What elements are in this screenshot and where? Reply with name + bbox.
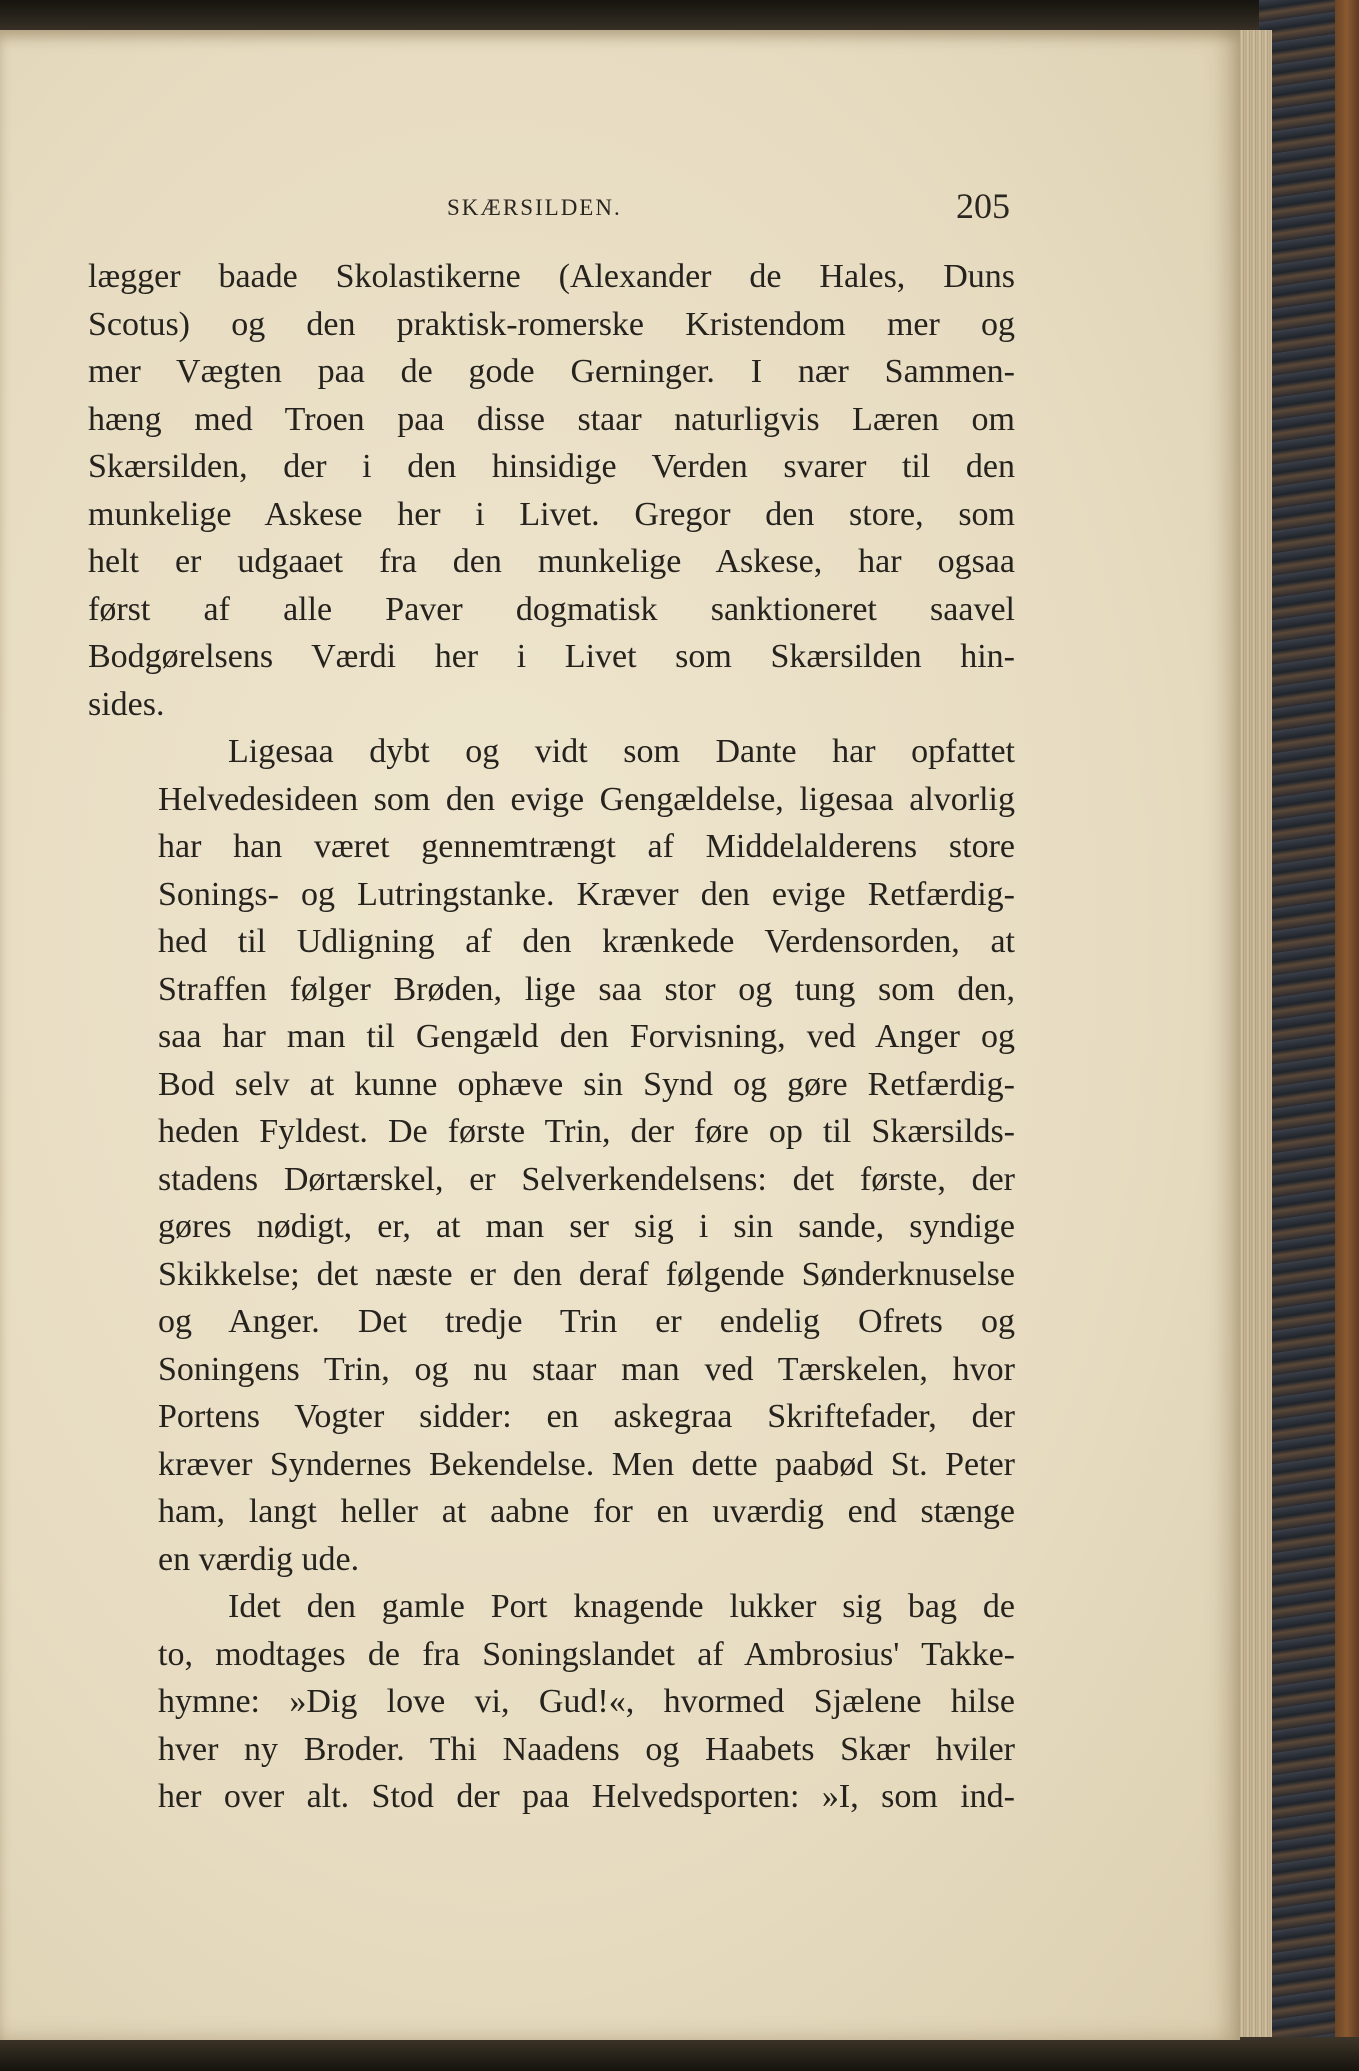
book-spine-edge bbox=[1335, 0, 1359, 2071]
text-line: hed til Udligning af den krænkede Verdensorden, at bbox=[158, 923, 1015, 960]
text-line: en værdig ude. bbox=[158, 1540, 360, 1578]
text-line: ham, langt heller at aabne for en uværdig end stænge bbox=[158, 1493, 1015, 1530]
text-line: og Anger. Det tredje Trin er endelig Ofrets og bbox=[158, 1303, 1015, 1340]
text-line: saa har man til Gengæld den Forvisning, ved Anger og bbox=[158, 1018, 1015, 1055]
text-line: stadens Dørtærskel, er Selverkendelsens: det første, der bbox=[158, 1160, 1015, 1198]
text-line: munkelige Askese her i Livet. Gregor den store, som bbox=[88, 495, 1015, 533]
paragraph bbox=[88, 253, 1015, 728]
page-number: 205 bbox=[956, 186, 1010, 226]
text-line: mer Vægten paa de gode Gerninger. I nær Sammen- bbox=[88, 353, 1015, 390]
text-line: Idet den gamle Port knagende lukker sig bag de bbox=[228, 1588, 1015, 1625]
text-line: heden Fyldest. De første Trin, der føre op til Skærsilds- bbox=[158, 1113, 1015, 1150]
text-line: Portens Vogter sidder: en askegraa Skriftefader, der bbox=[158, 1398, 1015, 1435]
text-line: har han været gennemtrængt af Middelalderens store bbox=[158, 828, 1015, 865]
running-head: SKÆRSILDEN. bbox=[447, 195, 622, 220]
text-line: sides. bbox=[88, 685, 165, 723]
text-line: lægger baade Skolastikerne (Alexander de Hales, Duns bbox=[88, 258, 1015, 295]
text-line: hver ny Broder. Thi Naadens og Haabets Skær hviler bbox=[158, 1730, 1015, 1768]
text-line: Bod selv at kunne ophæve sin Synd og gøre Retfærdig- bbox=[158, 1065, 1015, 1103]
text-line: Sonings- og Lutringstanke. Kræver den evige Retfærdig- bbox=[158, 875, 1015, 913]
page-header bbox=[0, 185, 1015, 235]
text-line: kræver Syndernes Bekendelse. Men dette paabød St. Peter bbox=[158, 1445, 1015, 1483]
text-line: Scotus) og den praktisk-romerske Kristendom mer og bbox=[88, 305, 1015, 343]
text-line: Skikkelse; det næste er den deraf følgende Sønderknuselse bbox=[158, 1255, 1015, 1293]
text-line: her over alt. Stod der paa Helvedsporten: »I, som ind- bbox=[158, 1778, 1015, 1815]
text-line: hæng med Troen paa disse staar naturligvis Læren om bbox=[88, 400, 1015, 438]
scan-top-edge bbox=[0, 0, 1359, 34]
text-line: Straffen følger Brøden, lige saa stor og tung som den, bbox=[158, 970, 1015, 1008]
text-line: Bodgørelsens Værdi her i Livet som Skærsilden hin- bbox=[88, 638, 1015, 675]
text-line: først af alle Paver dogmatisk sanktioneret saavel bbox=[88, 590, 1015, 628]
paragraph bbox=[88, 1583, 1015, 1821]
text-line: hymne: »Dig love vi, Gud!«, hvormed Sjælene hilse bbox=[158, 1683, 1015, 1720]
text-line: Skærsilden, der i den hinsidige Verden svarer til den bbox=[88, 448, 1015, 485]
body-text bbox=[88, 253, 1015, 1821]
text-line: Ligesaa dybt og vidt som Dante har opfattet bbox=[228, 733, 1015, 770]
text-line: Soningens Trin, og nu staar man ved Tærskelen, hvor bbox=[158, 1350, 1015, 1388]
text-line: to, modtages de fra Soningslandet af Ambrosius' Takke- bbox=[158, 1635, 1015, 1673]
text-line: Helvedesideen som den evige Gengældelse, ligesaa alvorlig bbox=[158, 780, 1015, 818]
text-line: gøres nødigt, er, at man ser sig i sin sande, syndige bbox=[158, 1208, 1015, 1245]
paragraph bbox=[88, 728, 1015, 1583]
page-stack-edge bbox=[1238, 30, 1272, 2040]
scan-bottom-edge bbox=[0, 2037, 1359, 2071]
text-line: helt er udgaaet fra den munkelige Askese, har ogsaa bbox=[88, 543, 1015, 580]
